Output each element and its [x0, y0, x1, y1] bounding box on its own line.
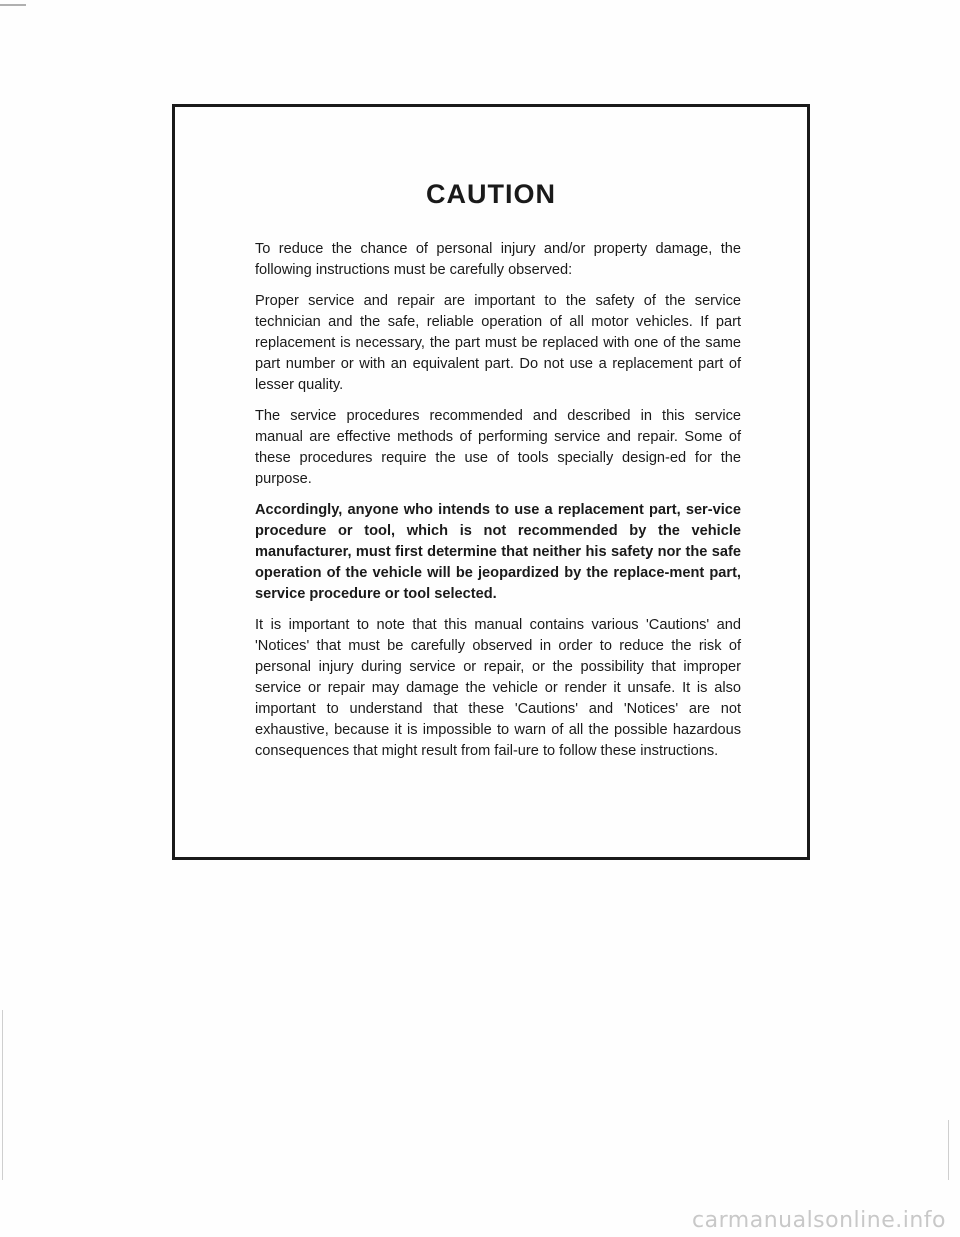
caution-body [255, 239, 741, 772]
scan-edge-left [2, 1010, 3, 1180]
paragraph-proper-service: Proper service and repair are important to the safety of the service technician and the safe, reliable operation of all motor vehicles. If part replacement is necessary, the part must be replaced with one of the same part number or with an equivalent part. Do not use a replacement part of lesser quality. [255, 293, 741, 393]
caution-title: CAUTION [426, 179, 556, 209]
paragraph-accordingly: Accordingly, anyone who intends to use a replacement part, ser-vice procedure or tool, which is not recommended by the vehicle manufacturer, must first determine that neither his safety nor the safe operation of the vehicle will be jeopardized by the replace-ment part, service procedure or tool selected. [255, 502, 741, 602]
paragraph-service-procedures: The service procedures recommended and described in this service manual are effective methods of performing service and repair. Some of these procedures require the use of tools specially design-ed for the purpose. [255, 408, 741, 487]
caution-box [172, 104, 810, 860]
paragraph-intro: To reduce the chance of personal injury and/or property damage, the following instructions must be carefully observed: [255, 241, 741, 278]
scan-edge-right [948, 1120, 949, 1180]
watermark: carmanualsonline.info [692, 1208, 946, 1233]
scan-edge-top-left [0, 4, 26, 6]
paragraph-cautions-notices: It is important to note that this manual contains various 'Cautions' and 'Notices' that must be carefully observed in order to reduce the risk of personal injury during service or repair, or the possibility that improper service or repair may damage the vehicle or render it unsafe. It is also important to understand that these 'Cautions' and 'Notices' are not exhaustive, because it is impossible to warn of all the possible hazardous consequences that might result from fail-ure to follow these instructions. [255, 617, 741, 759]
